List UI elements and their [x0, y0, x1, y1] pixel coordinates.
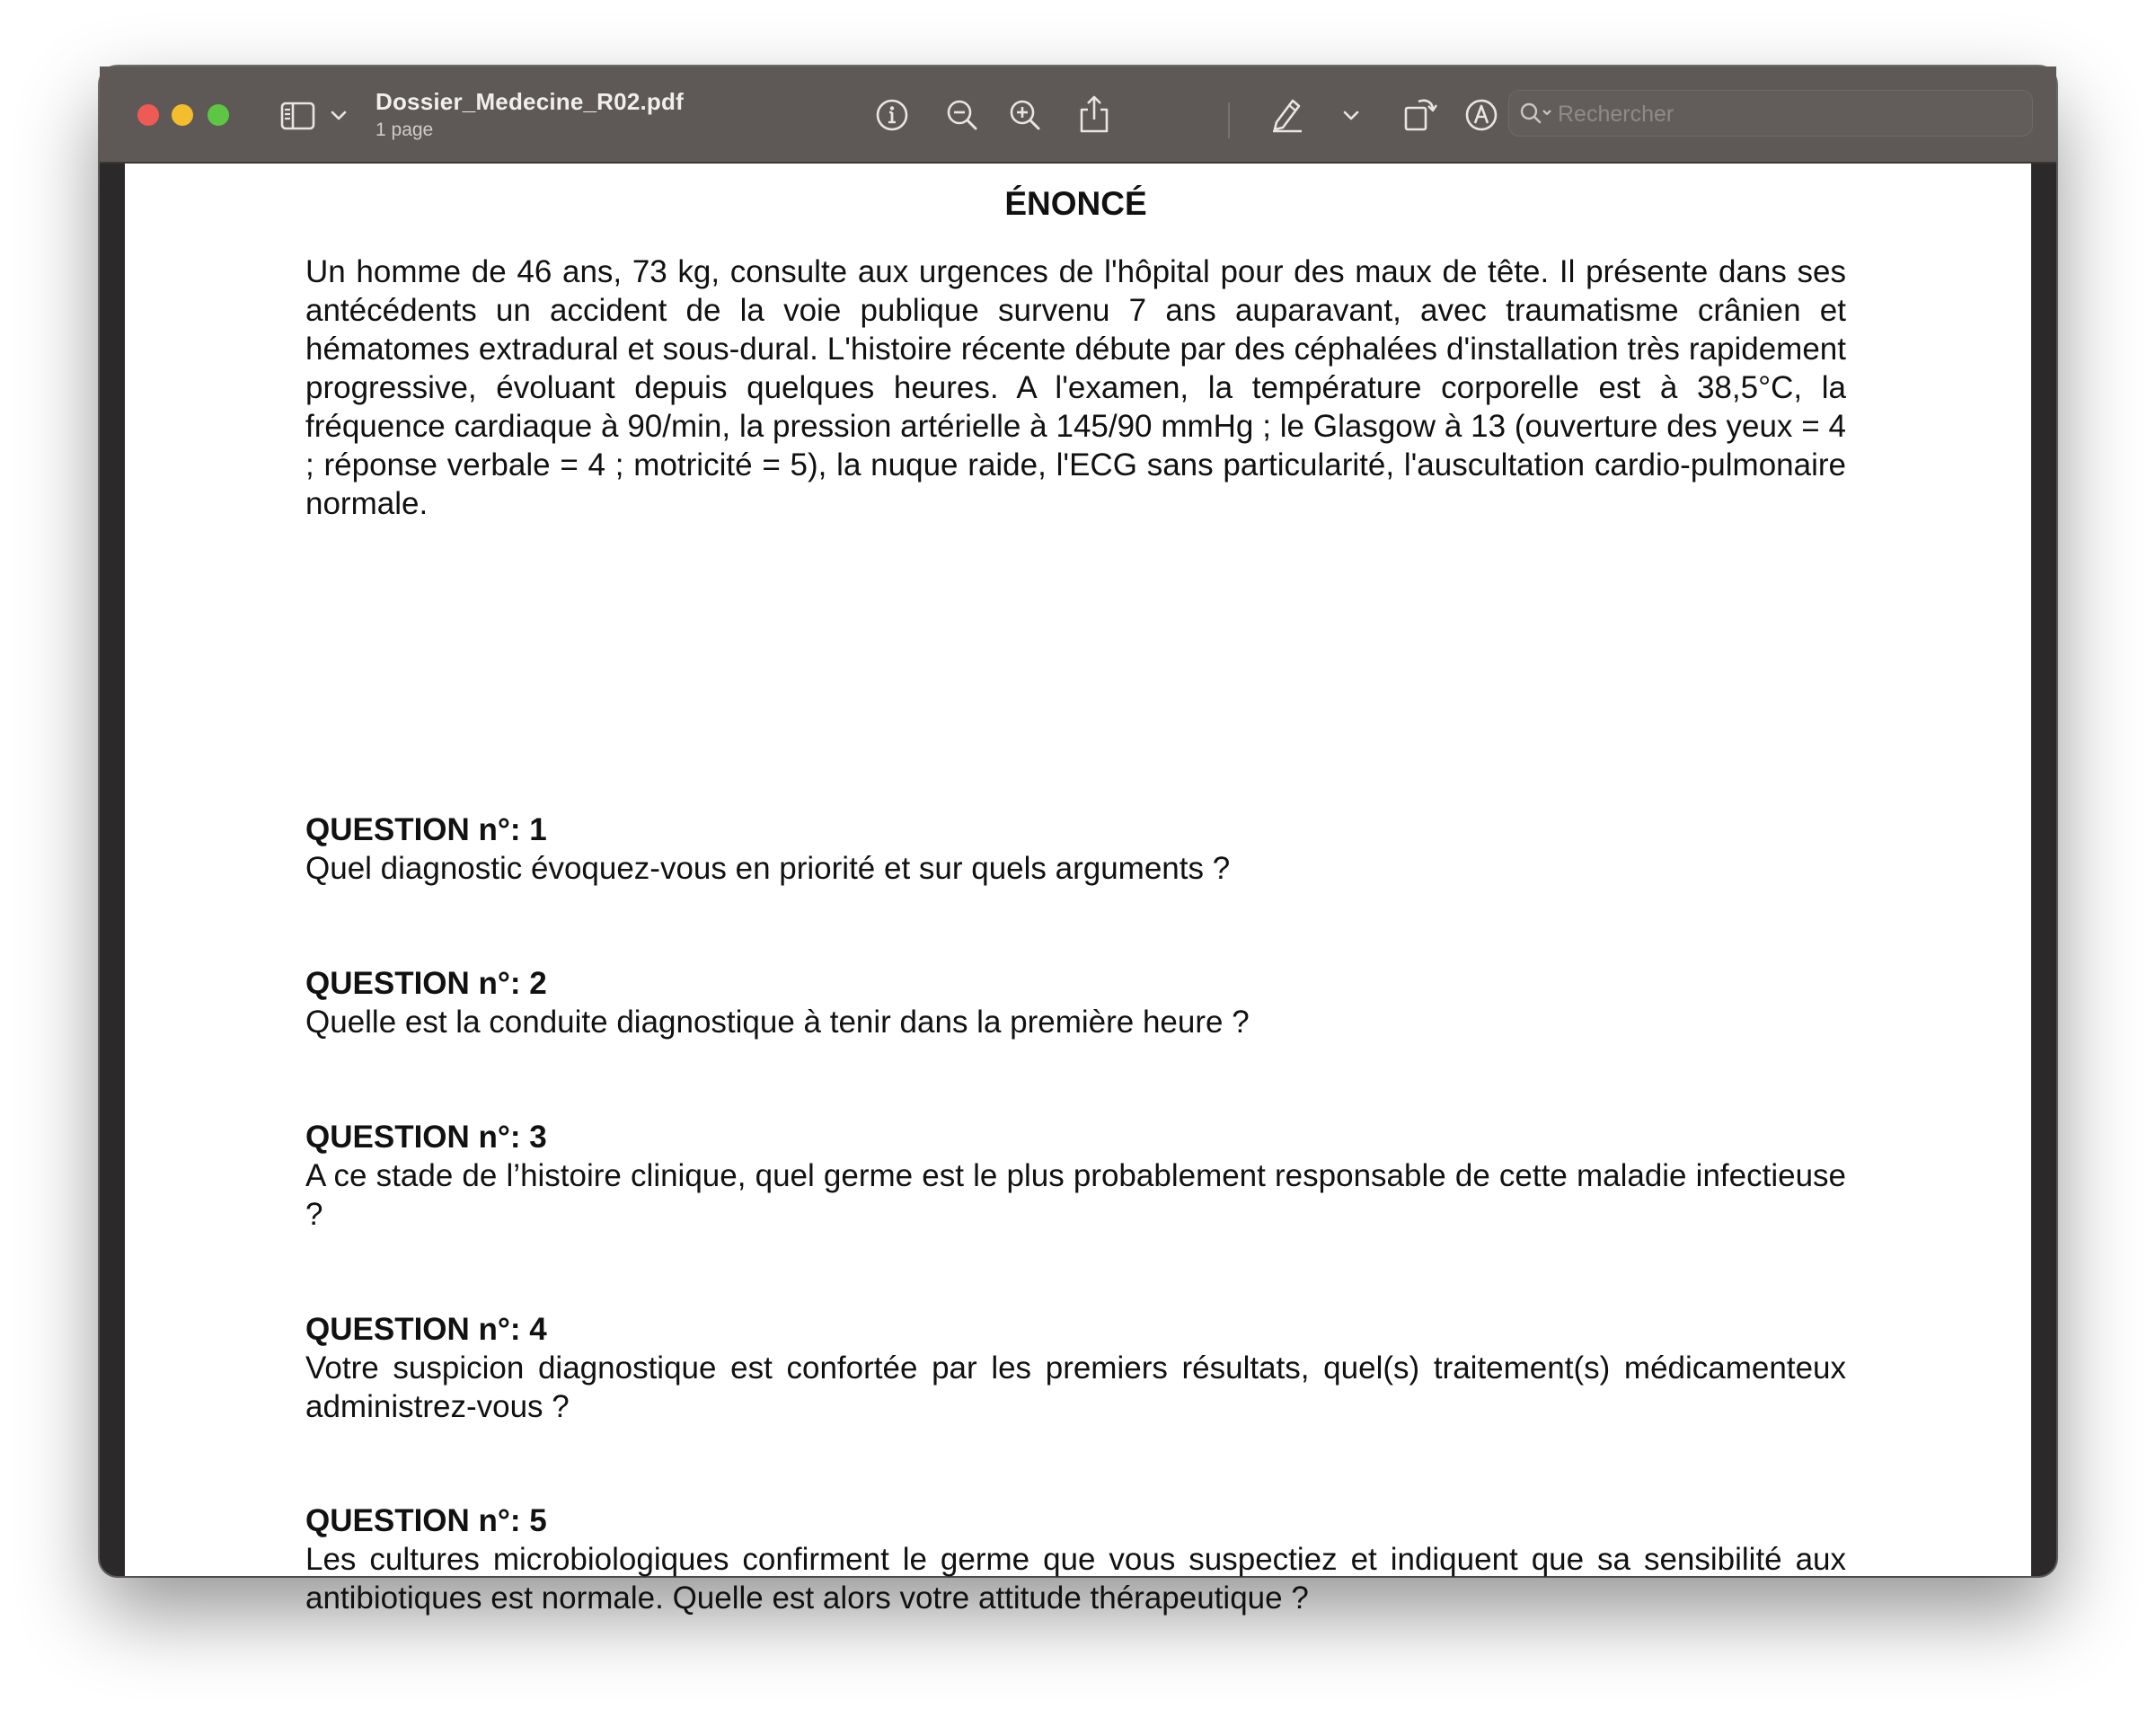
- question-3-text: A ce stade de l’histoire clinique, quel germe est le plus probablement responsable de cette maladie infectieuse ?: [305, 1158, 1846, 1232]
- question-1-label: QUESTION n°: 1: [305, 812, 547, 847]
- question-2-label: QUESTION n°: 2: [305, 966, 547, 1001]
- document-filename: Dossier_Medecine_R02.pdf: [376, 88, 684, 115]
- question-5-text: Les cultures microbiologiques confirment le germe que vous suspectiez et indiquent que sa sensibilité aux antibiotiques est normale. Quelle est alors votre attitude thérapeutique ?: [305, 1542, 1846, 1616]
- highlight-pen-icon[interactable]: [1269, 95, 1305, 133]
- question-4-label: QUESTION n°: 4: [305, 1312, 547, 1347]
- search-icon: [1518, 101, 1554, 132]
- search-input[interactable]: [1556, 99, 2027, 129]
- zoom-in-icon[interactable]: [1007, 97, 1043, 133]
- share-icon[interactable]: [1077, 93, 1111, 135]
- document-title-block: [376, 88, 684, 141]
- document-view[interactable]: [125, 164, 2031, 1616]
- question-1-text: Quel diagnostic évoquez-vous en priorité et sur quels arguments ?: [305, 851, 1231, 886]
- page-count: 1 page: [376, 120, 434, 140]
- info-icon[interactable]: [874, 97, 910, 133]
- minimize-window-button[interactable]: [172, 104, 193, 126]
- document-heading: ÉNONCÉ: [1004, 185, 1147, 222]
- rotate-icon[interactable]: [1402, 93, 1438, 133]
- case-statement: Un homme de 46 ans, 73 kg, consulte aux urgences de l'hôpital pour des maux de tête. Il présente dans ses antécédents un accident de la voie publique survenu 7 ans auparavant, avec traumatisme crânien et hématomes extradural et sous-dural. L'histoire récente débute par des céphalées d'installation très rapidement progressive, évoluant depuis quelques heures. A l'examen, la température corporelle est à 38,5°C, la fréquence cardiaque à 90/min, la pression artérielle à 145/90 mmHg ; le Glasgow à 13 (ouverture des yeux = 4 ; réponse verbale = 4 ; motricité = 5), la nuque raide, l'ECG sans particularité, l'auscultation cardio-pulmonaire normale.: [305, 254, 1846, 521]
- zoom-window-button[interactable]: [208, 104, 229, 126]
- question-3-label: QUESTION n°: 3: [305, 1120, 547, 1155]
- toolbar-separator: [1228, 102, 1230, 138]
- question-2-text: Quelle est la conduite diagnostique à tenir dans la première heure ?: [305, 1005, 1250, 1040]
- close-window-button[interactable]: [137, 104, 159, 126]
- sidebar-toggle-icon[interactable]: [280, 101, 316, 131]
- zoom-out-icon[interactable]: [944, 97, 980, 133]
- markup-icon[interactable]: [1463, 97, 1499, 133]
- preview-window: [100, 66, 2056, 1616]
- chevron-down-icon[interactable]: [331, 110, 347, 122]
- search-field[interactable]: [1508, 90, 2033, 137]
- title-bar: [100, 66, 2056, 164]
- question-5-label: QUESTION n°: 5: [305, 1503, 547, 1538]
- question-4-text: Votre suspicion diagnostique est confortée par les premiers résultats, quel(s) traitement(s) médicamenteux administrez-vous ?: [305, 1350, 1846, 1424]
- chevron-down-icon[interactable]: [1343, 110, 1359, 122]
